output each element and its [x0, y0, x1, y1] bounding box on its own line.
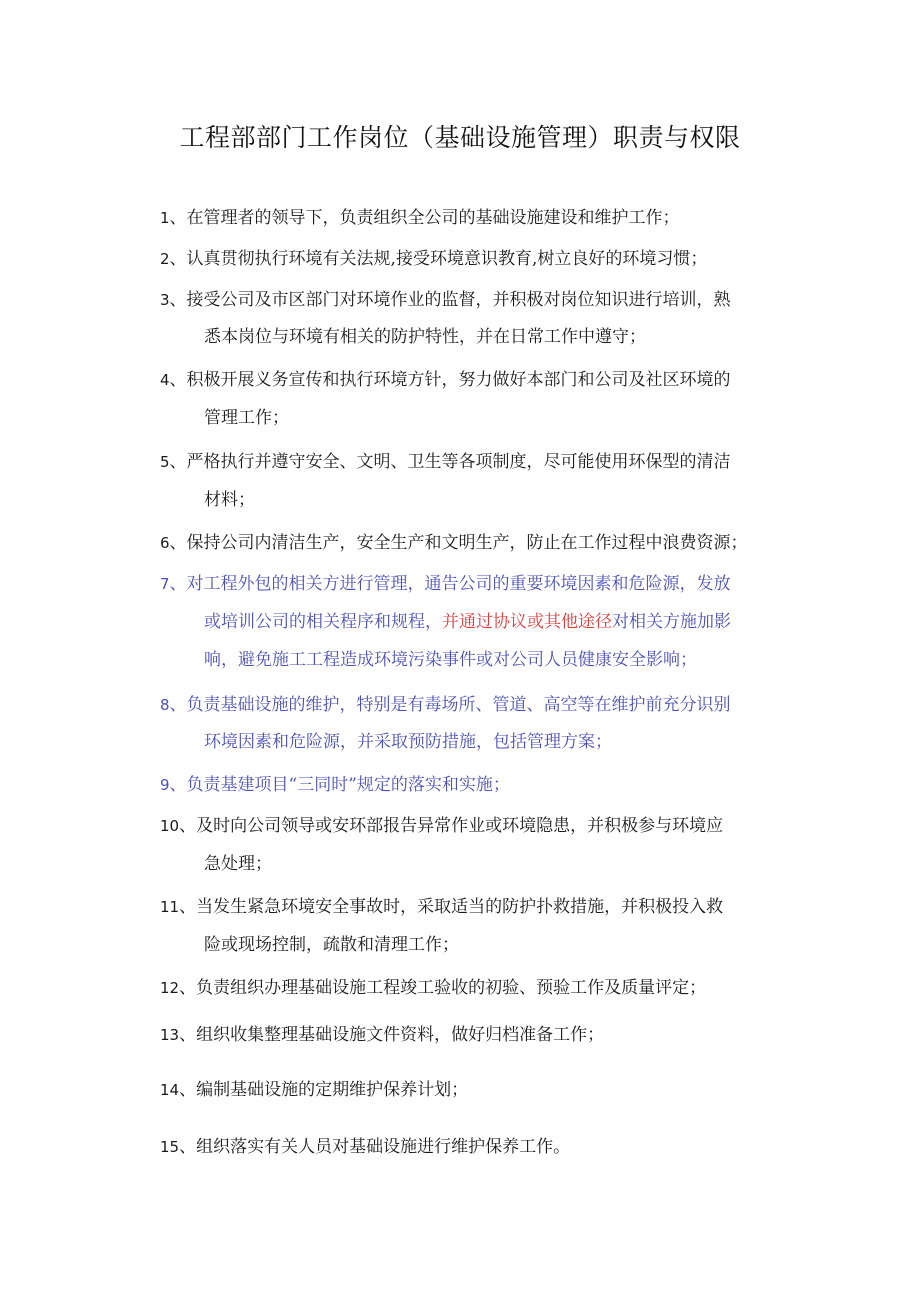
item-line [160, 816, 820, 836]
item-line [160, 533, 820, 553]
item-line [160, 290, 820, 310]
item-number: 8 [160, 696, 170, 714]
item-text: 在管理者的领导下，负责组织全公司的基础设施建设和维护工作； [186, 208, 680, 228]
list-item-6 [160, 533, 820, 553]
item-line-continued: 管理工作； [204, 408, 289, 428]
item-line [160, 574, 820, 594]
item-line [160, 978, 820, 998]
item-line [160, 775, 820, 795]
item-number: 6 [160, 534, 170, 552]
list-item-5 [160, 452, 820, 510]
item-text: 编制基础设施的定期维护保养计划； [196, 1080, 469, 1100]
item-line [160, 1080, 820, 1100]
item-line-continued: 急处理； [204, 854, 272, 874]
item-separator: 、 [169, 695, 187, 715]
item-line-continued: 险或现场控制，疏散和清理工作； [204, 935, 459, 955]
item-line [160, 452, 820, 472]
item-line [160, 1025, 820, 1045]
item-separator: 、 [169, 249, 187, 269]
list-item-9 [160, 775, 820, 795]
item-line-continued [160, 612, 820, 632]
highlighted-text: 并通过协议或其他途径 [442, 612, 612, 632]
item-text: 保持公司内清洁生产，安全生产和文明生产，防止在工作过程中浪费资源； [186, 533, 748, 553]
item-separator: 、 [179, 1137, 197, 1157]
list-item-7 [160, 574, 820, 670]
item-text: 严格执行并遵守安全、文明、卫生等各项制度，尽可能使用环保型的清洁 [186, 452, 731, 472]
item-line-continued: 环境因素和危险源，并采取预防措施，包括管理方案； [204, 732, 612, 752]
list-item-14 [160, 1080, 820, 1100]
list-item-12 [160, 978, 820, 998]
item-separator: 、 [169, 533, 187, 553]
list-item-15 [160, 1137, 820, 1157]
item-text: 认真贯彻执行环境有关法规,接受环境意识教育,树立良好的环境习惯； [186, 249, 708, 269]
item-separator: 、 [179, 978, 197, 998]
item-separator: 、 [169, 208, 187, 228]
item-text: 或培训公司的相关程序和规程， [204, 612, 442, 632]
item-line-continued: 悉本岗位与环境有相关的防护特性，并在日常工作中遵守； [204, 327, 646, 347]
page-title: 工程部部门工作岗位（基础设施管理）职责与权限 [179, 123, 741, 152]
item-number: 13 [160, 1026, 180, 1044]
item-separator: 、 [179, 1025, 197, 1045]
item-number: 3 [160, 291, 170, 309]
item-number: 14 [160, 1081, 180, 1099]
item-separator: 、 [169, 370, 187, 390]
item-text: 负责基础设施的维护，特别是有毒场所、管道、高空等在维护前充分识别 [186, 695, 731, 715]
item-text: 当发生紧急环境安全事故时，采取适当的防护扑救措施，并积极投入救 [196, 897, 724, 917]
item-number: 2 [160, 250, 170, 268]
item-separator: 、 [169, 775, 187, 795]
item-text: 及时向公司领导或安环部报告异常作业或环境隐患，并积极参与环境应 [196, 816, 724, 836]
item-line [160, 695, 820, 715]
item-text: 组织收集整理基础设施文件资料，做好归档准备工作； [196, 1025, 605, 1045]
item-text: 负责基建项目“三同时”规定的落实和实施； [186, 775, 510, 795]
item-line [160, 370, 820, 390]
list-item-2 [160, 249, 820, 269]
list-item-3 [160, 290, 820, 347]
item-separator: 、 [169, 290, 187, 310]
item-separator: 、 [179, 816, 197, 836]
item-number: 7 [160, 575, 170, 593]
item-text: 接受公司及市区部门对环境作业的监督，并积极对岗位知识进行培训，熟 [186, 290, 731, 310]
item-text: 组织落实有关人员对基础设施进行维护保养工作。 [196, 1137, 571, 1157]
list-item-10 [160, 816, 820, 874]
item-text: 负责组织办理基础设施工程竣工验收的初验、预验工作及质量评定； [196, 978, 707, 998]
item-separator: 、 [179, 897, 197, 917]
item-number: 12 [160, 979, 180, 997]
item-number: 9 [160, 776, 170, 794]
item-line-continued: 响，避免施工工程造成环境污染事件或对公司人员健康安全影响； [204, 650, 697, 670]
list-item-4 [160, 370, 820, 428]
list-item-11 [160, 897, 820, 955]
item-line [160, 249, 820, 269]
item-number: 15 [160, 1138, 180, 1156]
list-item-1 [160, 208, 820, 228]
item-text: 对相关方施加影 [612, 612, 731, 632]
list-item-13 [160, 1025, 820, 1045]
item-number: 4 [160, 371, 170, 389]
item-line-continued: 材料； [204, 490, 255, 510]
item-line [160, 208, 820, 228]
item-separator: 、 [179, 1080, 197, 1100]
item-separator: 、 [169, 574, 187, 594]
item-separator: 、 [169, 452, 187, 472]
item-number: 1 [160, 209, 170, 227]
item-line [160, 897, 820, 917]
item-number: 11 [160, 898, 180, 916]
item-text: 对工程外包的相关方进行管理，通告公司的重要环境因素和危险源，发放 [186, 574, 731, 594]
item-line [160, 1137, 820, 1157]
item-number: 5 [160, 453, 170, 471]
item-text: 积极开展义务宣传和执行环境方针，努力做好本部门和公司及社区环境的 [186, 370, 731, 390]
list-item-8 [160, 695, 820, 752]
item-number: 10 [160, 817, 180, 835]
